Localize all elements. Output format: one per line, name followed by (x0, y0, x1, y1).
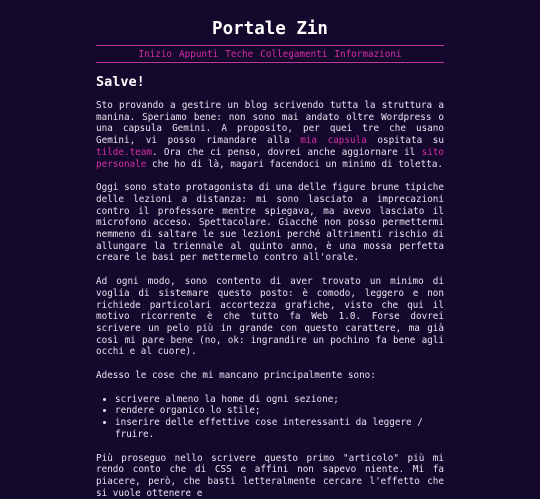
site-title: Portale Zin (212, 19, 328, 39)
nav-link-teche[interactable]: Teche (225, 48, 254, 60)
post-paragraph-1 (96, 100, 444, 170)
link-sito-personale[interactable]: sito personale (96, 146, 444, 170)
text-span: che ho di là, magari facendoci un minimo di toletta. (146, 158, 444, 170)
link-mia-capsula[interactable]: mia capsula (300, 135, 367, 147)
list-item: • scrivere almeno la home di ogni sezione; (115, 394, 444, 406)
link-tilde-team[interactable]: tilde.team (96, 146, 152, 158)
main-nav (96, 45, 444, 63)
nav-link-informazioni[interactable]: Informazioni (334, 48, 402, 60)
nav-link-appunti[interactable]: Appunti (179, 48, 219, 60)
text-span: . Ora che ci penso, dovrei anche aggiornare il (151, 146, 422, 158)
page (96, 0, 444, 499)
nav-link-collegamenti[interactable]: Collegamenti (260, 48, 328, 60)
post-paragraph-3: Ad ogni modo, sono contento di aver trovato un minimo di voglia di sistemare questo posto: è comodo, leggero e non richiede particolari accortezza grafiche, visto che qui il motivo ricorrente è che tutto fa Web 1.0. Forse dovrei scrivere un pelo più in grande con questo carattere, ma già così mi pare bene (no, ok: ingrandire un pochino fa bene agli occhi e al cuore). (96, 276, 444, 358)
post-paragraph-5: Più proseguo nello scrivere questo primo "articolo" più mi rendo conto che di CSS e affini non sapevo niente. Mi fa piacere, però, che basti letteralmente cercare l'effetto che si vuole ottenere e (96, 452, 444, 499)
list-item: • rendere organico lo stile; (115, 405, 444, 417)
text-span: ospitata su (366, 135, 444, 147)
list-item: • inserire delle effettive cose interessanti da leggere / fruire. (115, 417, 444, 440)
todo-list (96, 394, 444, 441)
post-title: Salve! (96, 74, 145, 90)
post-paragraph-2: Oggi sono stato protagonista di una delle figure brune tipiche delle lezioni a distanza: mi sono lasciato a imprecazioni contro il professore mentre spiegava, ma avevo lasciato il microfono acceso. Spettacolare. Giacché non posso permettermi nemmeno di saltare le sue lezioni perché altrimenti rischio di allungare la triennale al quinto anno, è una mossa perfetta creare le basi per mettermelo contro all'orale. (96, 182, 444, 264)
text-span: Sto provando a gestire un blog scrivendo tutta la struttura a manina. Speriamo bene: non sono mai andato oltre Wordpress o una capsula Gemini. A proposito, per quei tre che usano Gemini, vi posso rimandare alla (96, 100, 444, 147)
nav-link-inizio[interactable]: Inizio (138, 48, 173, 60)
post-paragraph-4: Adesso le cose che mi mancano principalmente sono: (96, 370, 376, 382)
post (96, 73, 444, 499)
